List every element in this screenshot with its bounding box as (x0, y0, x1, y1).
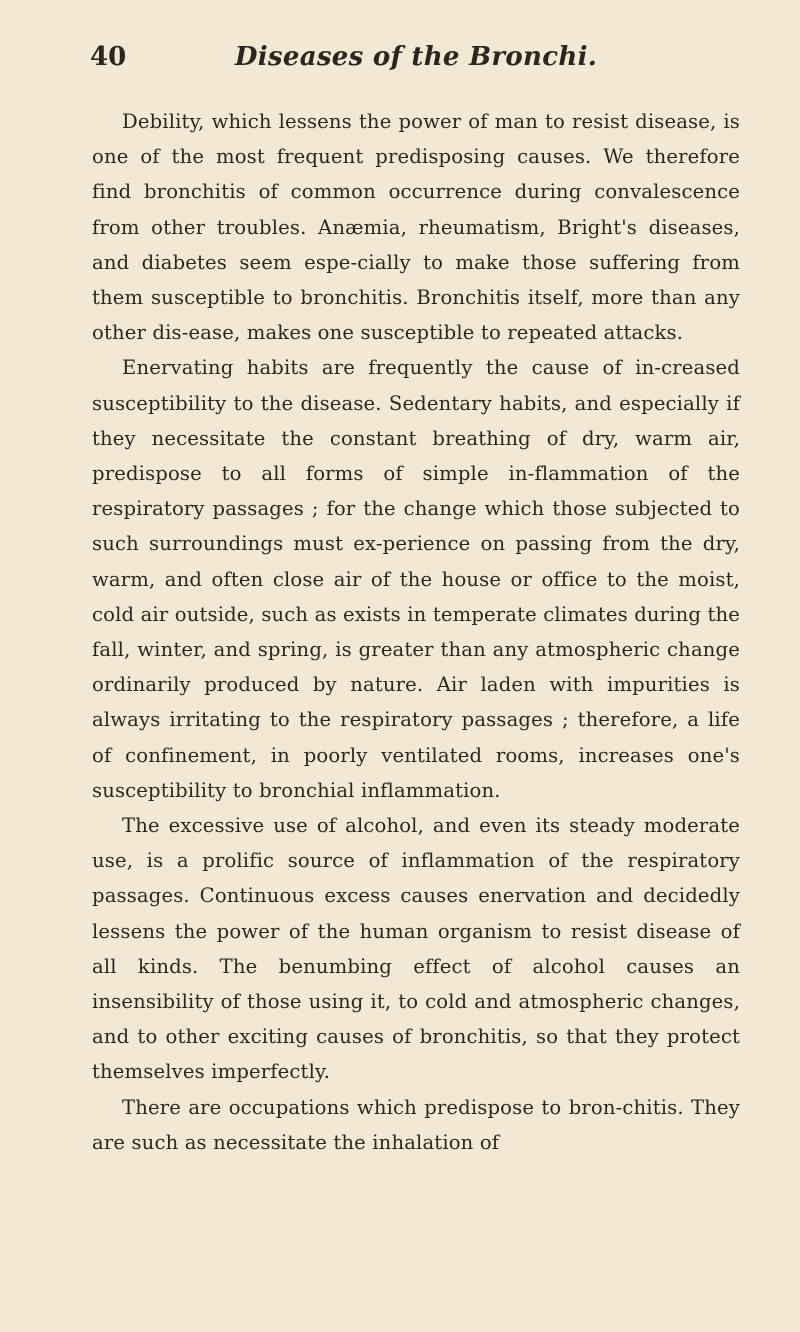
paragraph: There are occupations which predispose to bron-chitis. They are such as necessitate the inhalation of (92, 1095, 740, 1154)
paragraph: The excessive use of alcohol, and even its steady moderate use, is a prolific source of inflammation of the respiratory passages. Continuous excess causes enervation and decidedly lessens the power of the human organism to resist disease of all kinds. The benumbing effect of alcohol causes an insensibility of those using it, to cold and atmospheric changes, and to other exciting causes of bronchitis, so that they protect themselves imperfectly. (92, 814, 740, 1084)
paragraph: Debility, which lessens the power of man to resist disease, is one of the most frequent predisposing causes. We therefore find bronchitis of common occurrence during convalescence from other troubles. Anæmia, rheumatism, Bright's diseases, and diabetes seem espe-cially to make those suffering from them susceptible to bronchitis. Bronchitis itself, more than any other dis-ease, makes one susceptible to repeated attacks. (92, 110, 740, 345)
running-title: Diseases of the Bronchi. (234, 42, 598, 72)
paragraph: Enervating habits are frequently the cause of in-creased susceptibility to the disease. Sedentary habits, and especially if they necessitate the constant breathing of dry, warm air, predispose to all forms of simple in-flammation of the respiratory passages ; for the change which those subjected to such surroundings must ex-perience on passing from the dry, warm, and often close air of the house or office to the moist, cold air outside, such as exists in temperate climates during the fall, winter, and spring, is greater than any atmospheric change ordinarily produced by nature. Air laden with impurities is always irritating to the respiratory passages ; therefore, a life of confinement, in poorly ventilated rooms, increases one's susceptibility to bronchial inflammation. (92, 356, 740, 802)
page-number: 40 (90, 42, 127, 72)
body-text (92, 104, 740, 1160)
page-header (92, 42, 740, 82)
